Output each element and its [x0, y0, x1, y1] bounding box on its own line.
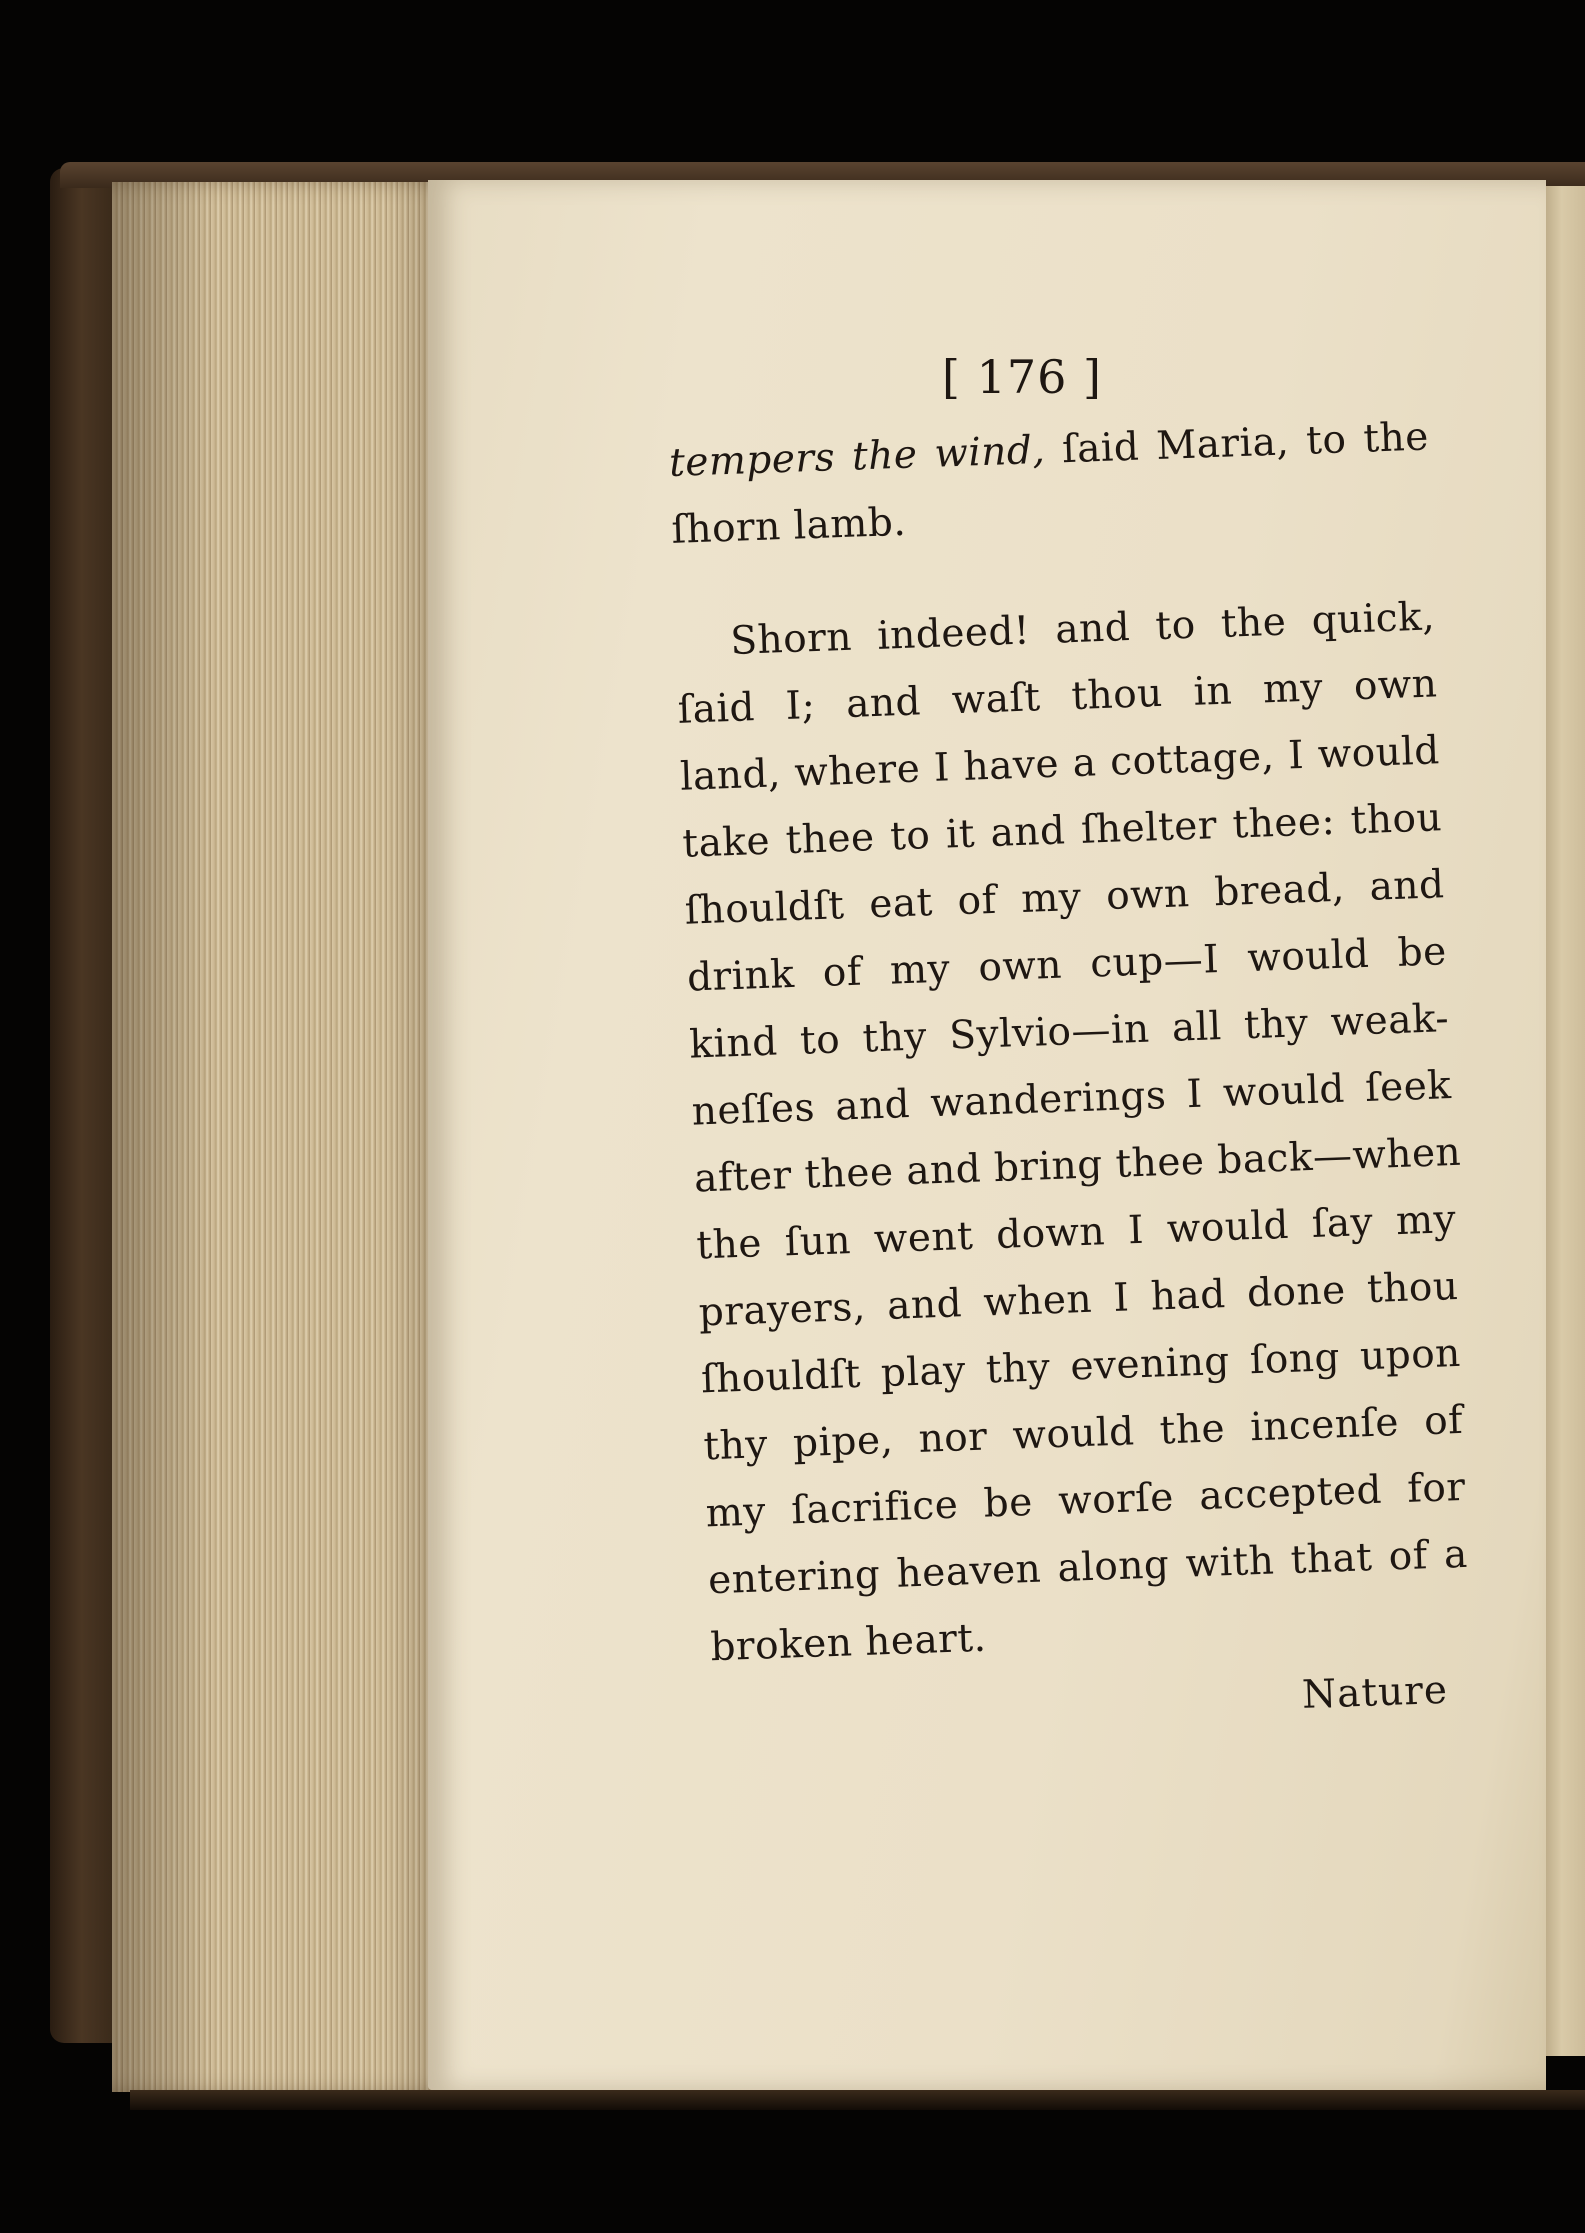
text-line: broken heart.	[709, 1615, 988, 1671]
text-line: prayers, and when I had done thou	[698, 1263, 1460, 1336]
text-line: ſhouldſt play thy evening ſong upon	[700, 1330, 1462, 1403]
text-line: Shorn indeed! and to the quick,	[729, 594, 1436, 664]
line-rest: ſaid Maria, to the	[1044, 414, 1430, 473]
body-text	[668, 403, 1471, 1681]
text-line: land, where I have a cottage, I would	[679, 728, 1441, 800]
text-line: entering heaven along with that of a	[707, 1531, 1469, 1604]
text-line: take thee to it and ſhelter thee: thou	[681, 795, 1443, 867]
text-line: thy pipe, nor would the incenſe of	[702, 1397, 1464, 1470]
text-line: ſhouldſt eat of my own bread, and	[684, 862, 1446, 934]
page-number: [ 176 ]	[942, 350, 1102, 404]
text-line: kind to thy Sylvio—in all thy weak-	[688, 996, 1450, 1068]
text-line: after thee and bring thee back—when	[693, 1129, 1462, 1202]
facing-page-edge	[1546, 186, 1585, 2056]
text-line: ſaid I; and waſt thou in my own	[677, 661, 1439, 733]
page-block-shadow	[112, 182, 458, 2092]
text-line: my ſacrifice be worſe accepted for	[705, 1464, 1467, 1537]
text-line: neſſes and wanderings I would ſeek	[691, 1063, 1453, 1135]
text-line: ſhorn lamb.	[670, 499, 907, 553]
catchword: Nature	[1301, 1667, 1449, 1718]
cover-bottom-edge	[130, 2090, 1585, 2110]
italic-phrase: tempers the wind,	[668, 427, 1046, 486]
text-line: the ſun went down I would ſay my	[695, 1196, 1457, 1269]
text-line: drink of my own cup—I would be	[686, 929, 1448, 1001]
